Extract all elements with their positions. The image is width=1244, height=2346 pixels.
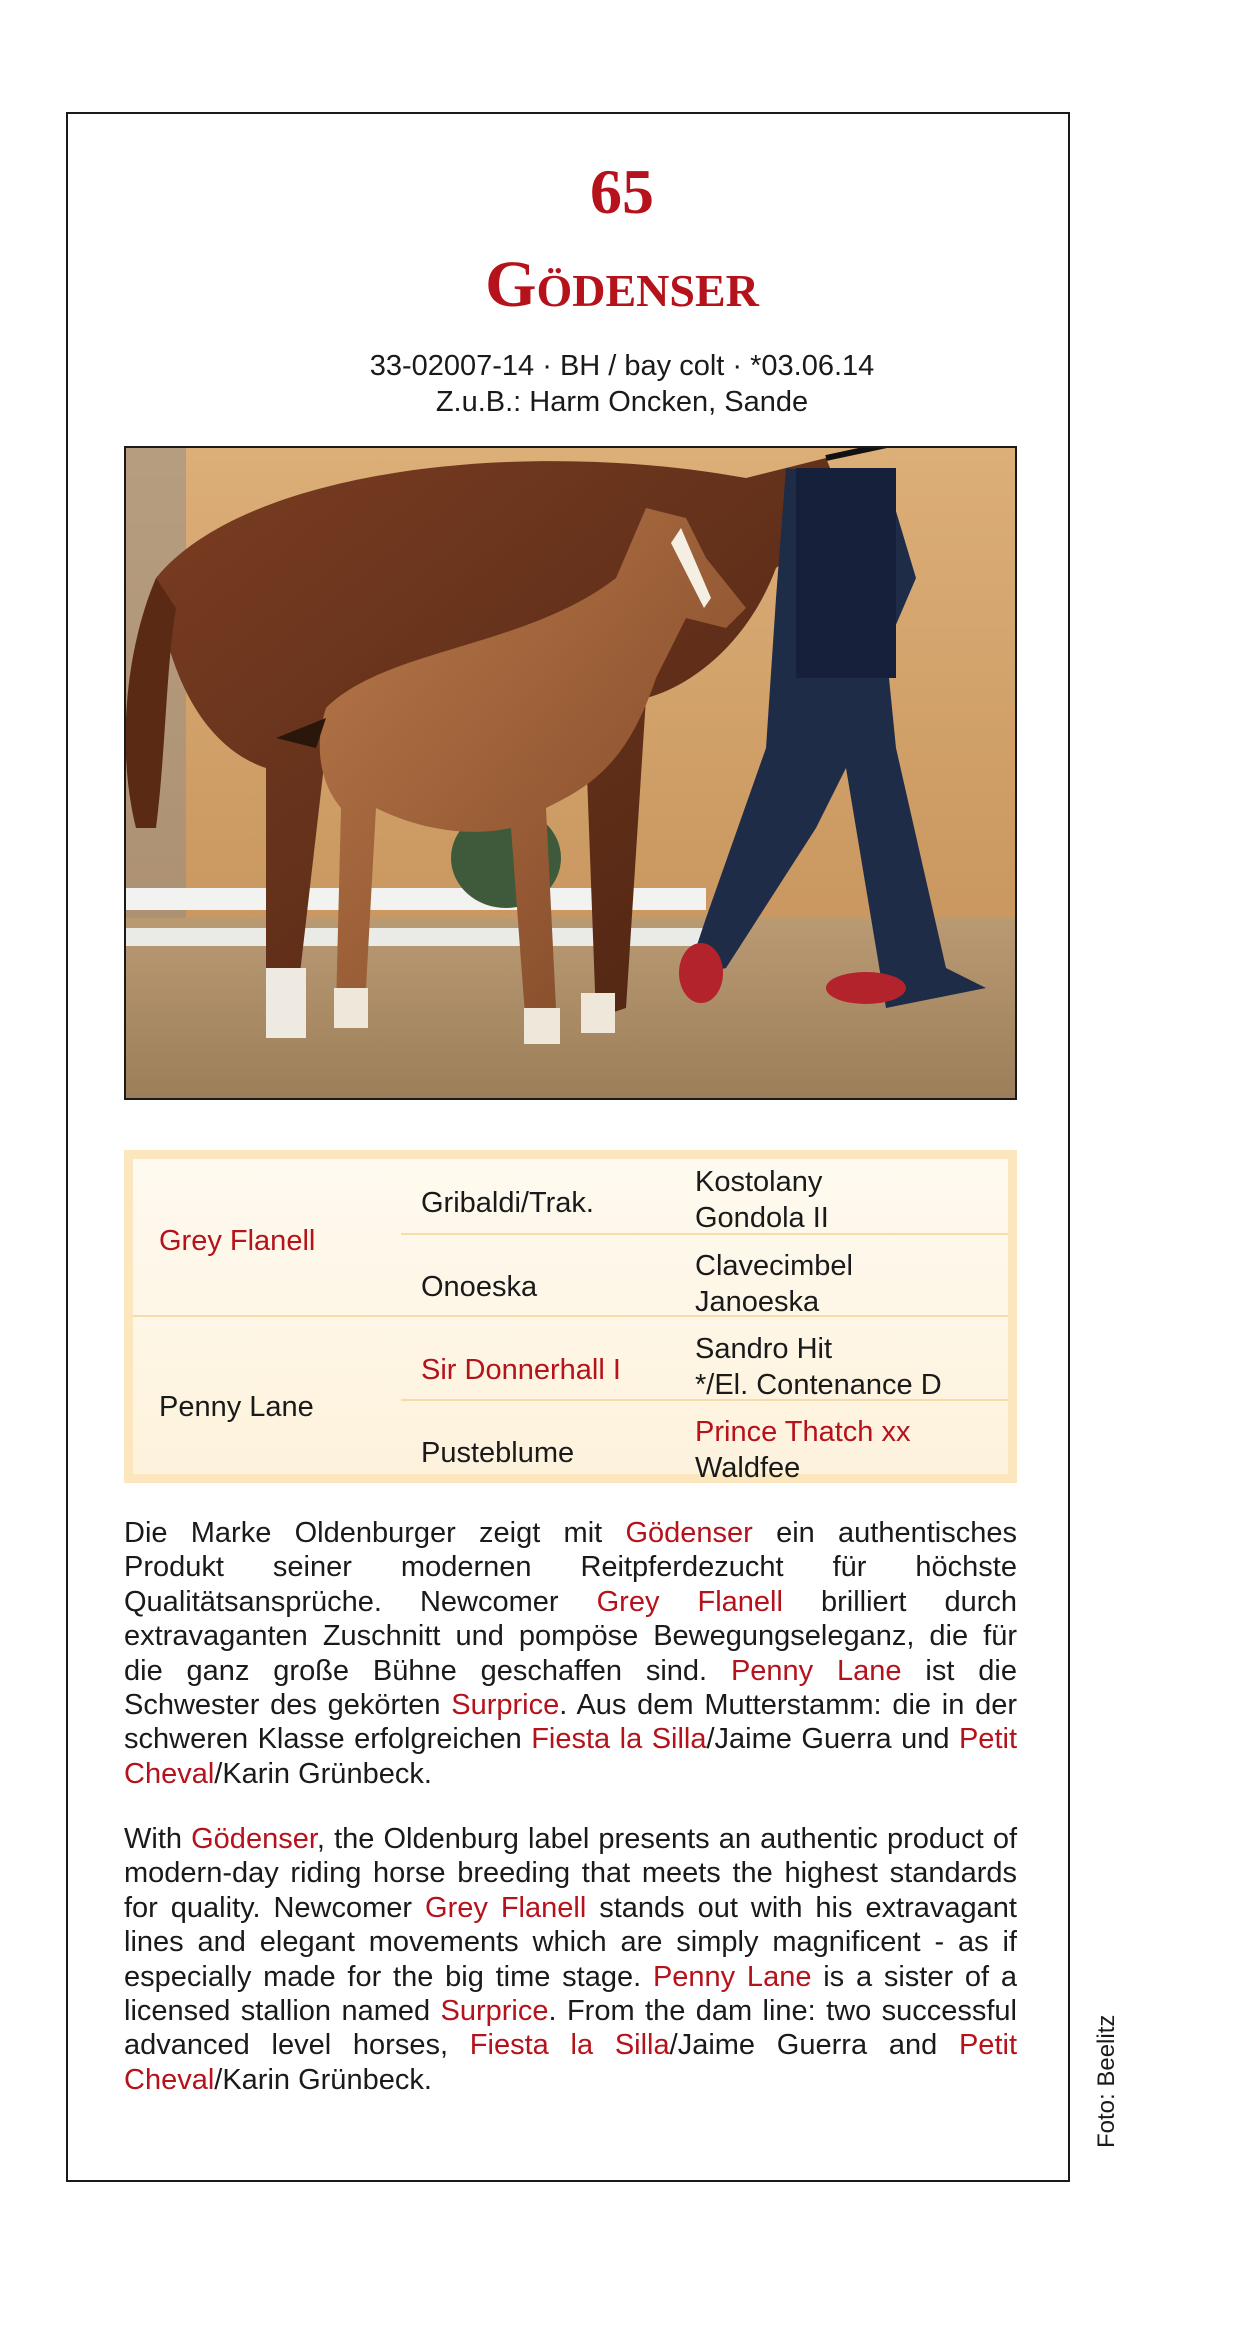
text: /Jaime Guerra and bbox=[669, 2029, 959, 2062]
pedigree-sire: Grey Flanell bbox=[159, 1225, 316, 1257]
text: /Jaime Guerra und bbox=[706, 1723, 959, 1756]
pedigree-g3-3 bbox=[695, 1331, 942, 1403]
pedigree-dam: Penny Lane bbox=[159, 1391, 314, 1423]
pedigree-g3-name: Gondola II bbox=[695, 1202, 829, 1234]
text: ist die Schwester des gekörten bbox=[124, 1654, 1017, 1722]
highlight-name: Surprice bbox=[451, 1689, 560, 1722]
text: stands out with his extravagant lines and elegant movements which are simply magnificent - as if especially made for the big time stage. bbox=[124, 1891, 1017, 1993]
registration-details: 33-02007-14 · BH / bay colt · *03.06.14 bbox=[369, 350, 875, 382]
pedigree-dam-dam: Pusteblume bbox=[421, 1437, 575, 1469]
highlight-name: Fiesta la Silla bbox=[469, 2029, 670, 2062]
pedigree-g3-name: Prince Thatch xx bbox=[695, 1416, 911, 1448]
pedigree-g3-name: Janoeska bbox=[695, 1286, 820, 1318]
pedigree-g3-name: Waldfee bbox=[695, 1452, 801, 1484]
highlight-name: Grey Flanell bbox=[425, 1891, 587, 1924]
pedigree-inner bbox=[133, 1159, 1008, 1484]
description-english bbox=[124, 1822, 1017, 2097]
breeder-details: Z.u.B.: Harm Oncken, Sande bbox=[435, 386, 809, 418]
text: /Karin Grünbeck. bbox=[214, 1757, 432, 1790]
pedigree-table bbox=[124, 1150, 1017, 1483]
highlight-name: Petit Cheval bbox=[124, 1723, 1017, 1790]
highlight-name: Surprice bbox=[440, 1995, 549, 2028]
pedigree-g3-name: */El. Contenance D bbox=[695, 1369, 942, 1401]
pedigree-divider-main bbox=[133, 1315, 1008, 1317]
highlight-name: Grey Flanell bbox=[596, 1585, 783, 1618]
pedigree-g3-name: Sandro Hit bbox=[695, 1333, 833, 1365]
pedigree-g3-name: Kostolany bbox=[695, 1166, 823, 1198]
text: . Aus dem Mutterstamm: die in der schweren Klasse erfolgreichen bbox=[124, 1689, 1017, 1756]
highlight-name: Gödenser bbox=[625, 1517, 753, 1549]
text: brilliert durch extravaganten Zuschnitt und pompöse Bewegungseleganz, die für die ganz große Bühne geschaffen sind. bbox=[124, 1585, 1017, 1687]
text: . From the dam line: two successful advanced level horses, bbox=[124, 1995, 1018, 2062]
highlight-name: Penny Lane bbox=[730, 1654, 902, 1687]
horse-photo-illustration bbox=[126, 448, 1015, 1098]
horse-name: Gödenser bbox=[485, 248, 759, 321]
description-german bbox=[124, 1516, 1017, 1791]
text: /Karin Grünbeck. bbox=[214, 2063, 432, 2096]
pedigree-g3-name: Clavecimbel bbox=[695, 1250, 853, 1282]
pedigree-dam-sire: Sir Donnerhall I bbox=[421, 1354, 621, 1386]
photo-credit: Foto: Beelitz bbox=[1093, 2014, 1120, 2148]
text: , the Oldenburg label presents an authentic product of modern-day riding horse breeding that meets the highest standards for quality. Newcomer bbox=[124, 1823, 1018, 1924]
highlight-name: Petit Cheval bbox=[124, 2029, 1017, 2096]
text: ein authentisches Produkt seiner modernen Reitpferdezucht für höchste Qualitätsansprüche. Newcomer bbox=[124, 1517, 1018, 1618]
pedigree-g3-1 bbox=[695, 1164, 829, 1236]
text: With bbox=[124, 1823, 192, 1855]
lot-number: 65 bbox=[590, 156, 654, 227]
horse-photo bbox=[124, 446, 1017, 1100]
highlight-name: Penny Lane bbox=[652, 1960, 812, 1993]
highlight-name: Fiesta la Silla bbox=[531, 1723, 707, 1756]
text: is a sister of a licensed stallion named bbox=[124, 1960, 1017, 2028]
pedigree-g3-4 bbox=[695, 1414, 910, 1486]
pedigree-sire-sire: Gribaldi/Trak. bbox=[421, 1187, 594, 1219]
highlight-name: Gödenser bbox=[191, 1823, 317, 1855]
pedigree-sire-dam: Onoeska bbox=[421, 1271, 538, 1303]
text: Die Marke Oldenburger zeigt mit bbox=[124, 1517, 626, 1549]
pedigree-g3-2 bbox=[695, 1248, 853, 1320]
